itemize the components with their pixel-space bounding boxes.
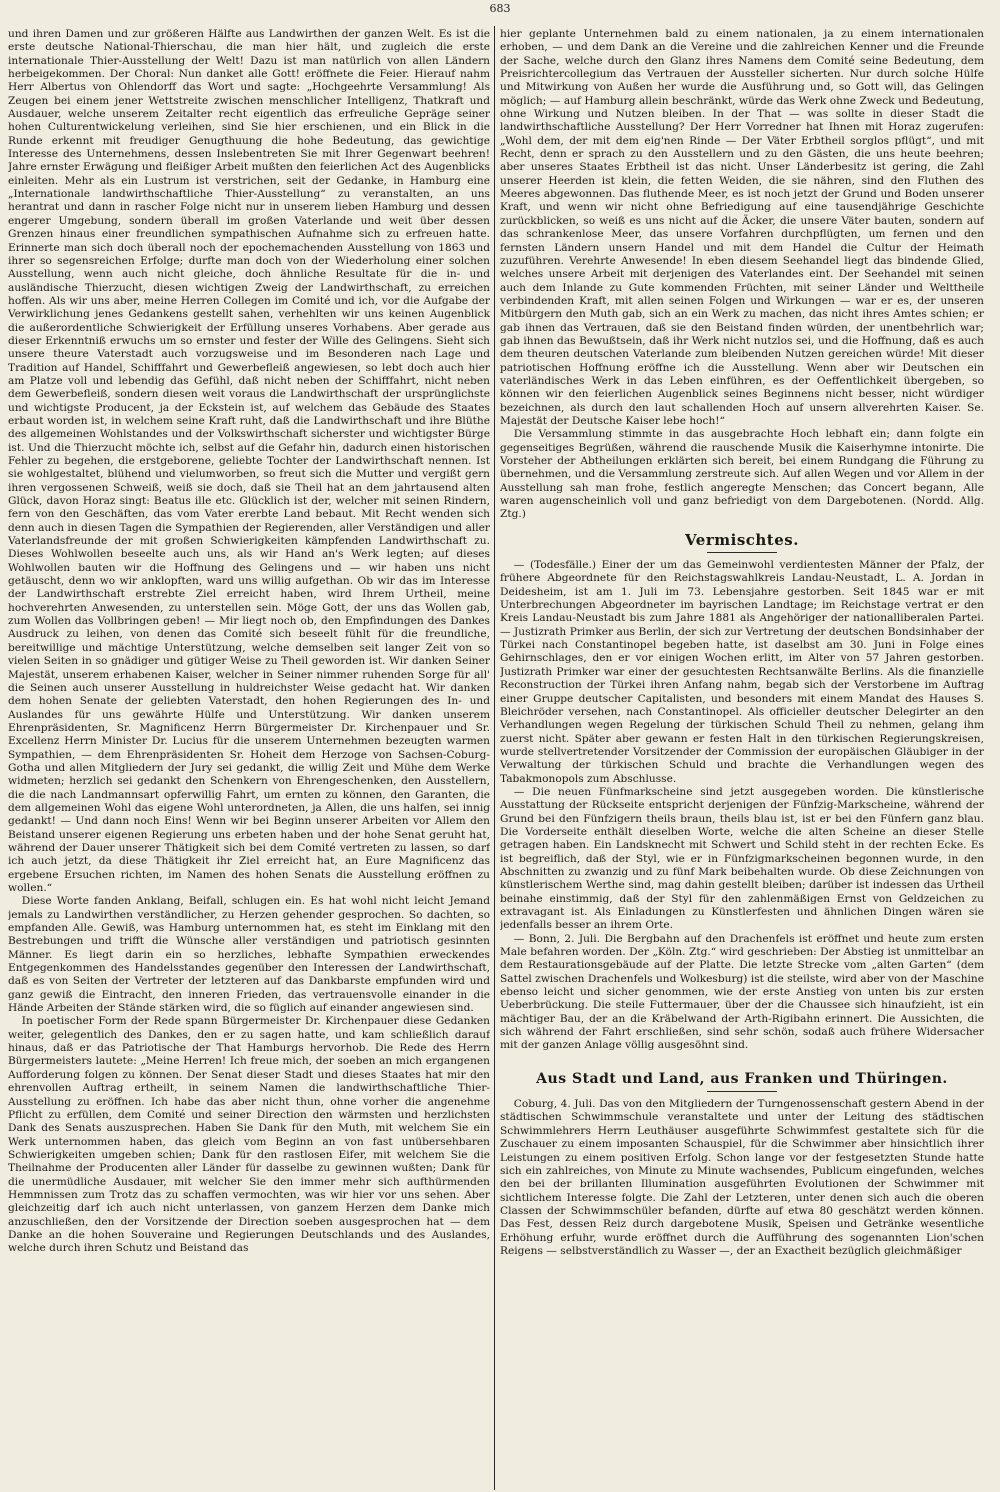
section-heading-vermischtes: Vermischtes. xyxy=(500,534,984,553)
right-column xyxy=(500,28,984,1490)
page-number: 683 xyxy=(489,2,511,15)
news-item: — Bonn, 2. Juli. Die Bergbahn auf den Drachenfels ist eröffnet und heute zum ersten Male befahren worden. Der „Köln. Ztg.“ wird geschrieben: Der Abstieg ist unmittelbar an dem Restaurationsgebäude auf der Platte. Die letzte Strecke vom „alten Garten“ (dem Sattel zwischen Drachenfels und Wolkesburg) ist die steilste, wird aber von der Maschine ebenso leicht und sicher genommen, wie der erste Anstieg von unten bis zur ersten Ueberbrückung. Die steile Futtermauer, über der die Chaussee sich hinaufzieht, ist ein mächtiger Bau, der an die Kräbelwand der Arth-Rigibahn erinnert. Die Aussichten, die sich während der Fahrt erschließen, sind sehr schön, sodaß auch frühere Widersacher mit der ganzen Anlage völlig ausgesöhnt sind. xyxy=(500,932,984,1052)
column-divider xyxy=(494,26,495,1490)
article-paragraph: In poetischer Form der Rede spann Bürgermeister Dr. Kirchenpauer diese Gedanken weiter, gelegentlich des Dankes, den er zu sagen hatte, und kam schließlich darauf hinaus, daß er das Patriotische der That Hamburgs hervorhob. Die Rede des Herrn Bürgermeisters lautete: „Meine Herren! Ich freue mich, der soeben an mich ergangenen Aufforderung folgen zu können. Der Senat dieser Stadt und dieses Staates hat mir den ehrenvollen Auftrag ertheilt, in seinem Namen die landwirthschaftliche Thier-Ausstellung zu eröffnen. Ich habe das aber nicht thun, ohne vorher die angenehme Pflicht zu erfüllen, dem Comité und seiner Direction den wärmsten und herzlichsten Dank des Senats auszusprechen. Haben Sie Dank für den Muth, mit welchem Sie ein Werk unternommen haben, das gleich vom Beginn an von fast unübersehbaren Schwierigkeiten umgeben schien; Dank für den rastlosen Eifer, mit welchem Sie die Theilnahme der Producenten aller Länder für dasselbe zu gewinnen wußten; Dank für die unermüdliche Ausdauer, mit welcher Sie den immer mehr sich aufthürmenden Hemmnissen zum Trotz das zu schaffen vermochten, was wir hier vor uns sehen. Aber gleichzeitig darf ich auch nicht unterlassen, von ganzem Herzen dem Danke mich anzuschließen, den der Vorsitzende der Direction soeben ausgesprochen hat — dem Danke an die hohen Souveraine und Regierungen Deutschlands und des Auslandes, welche durch ihren Schutz und Beistand das xyxy=(8,1015,490,1255)
article-paragraph: hier geplante Unternehmen bald zu einem nationalen, ja zu einem internationalen erhoben, — und dem Dank an die Vereine und die zahlreichen Kenner und die Freunde der Sache, welche durch den Glanz ihres Namens dem Comité seine Bedeutung, dem Preisrichtercollegium das Vertrauen der Aussteller sicherten. Nur durch solche Hülfe und Mitwirkung von Außen her wurde die Ausführung und, so Gott will, das Gelingen möglich; — auf Hamburg allein beschränkt, würde das Werk ohne Zweck und Bedeutung, ohne Wirkung und Nutzen bleiben. In der That — was sollte in dieser Stadt die landwirthschaftliche Ausstellung? Der Herr Vorredner hat Ihnen mit Horaz zugerufen: „Wohl dem, der mit dem eig'nen Rinde — Der Väter Erbtheil sorglos pflügt“, und mit Recht, denn er sprach zu den Ausstellern und zu den Gästen, die uns heute beehren; aber unseres Staates Erbtheil ist das nicht. Unser Länderbesitz ist gering, die Zahl unserer Heerden ist klein, die fetten Weiden, die sie nähren, sind den Fluthen des Meeres abgewonnen. Das fluthende Meer, es ist noch jetzt der Grund und Boden unserer Kraft, und wenn wir nicht ohne Befriedigung auf eine tausendjährige Geschichte zurückblicken, so weiß es uns nicht auf die Äcker, die unsere Väter bauten, sondern auf das schrankenlose Meer, das unsere Vorfahren durchpflügten, um fernen und den fernsten Ländern unsern Handel und mit dem Handel die Cultur der Heimath zuzuführen. Verehrte Anwesende! In eben diesem Seehandel liegt das bindende Glied, welches unsere Arbeit mit derjenigen des Vaterlandes eint. Der Seehandel mit seinen auch dem Inlande zu Gute kommenden Früchten, mit seiner Länder und Welttheile verbindenden Kraft, mit allen seinen Folgen und Wirkungen — war er es, der unseren Mitbürgern den Muth gab, sich an ein Werk zu machen, das nicht ihres Amtes schien; er gab ihnen das Vertrauen, daß sie den Beistand finden würden, der unentbehrlich war; gab ihnen das Bewußtsein, daß ihr Werk nicht nutzlos sei, und die Hoffnung, daß es auch dem theuren deutschen Vaterlande zum bleibenden Nutzen gereichen würde! Mit dieser patriotischen Hoffnung eröffne ich die Ausstellung. Wenn aber wir Deutschen ein vaterländisches Werk in das Leben einführen, es der Oeffentlichkeit übergeben, so können wir den feierlichen Augenblick seines Beginnens nicht besser, nicht würdiger bezeichnen, als durch den laut schallenden Hoch auf unsern allverehrten Kaiser. Se. Majestät der Deutsche Kaiser lebe hoch!“ xyxy=(500,28,984,427)
news-item: — Die neuen Fünfmarkscheine sind jetzt ausgegeben worden. Die künstlerische Ausstattung der Rückseite entspricht derjenigen der Fünfzig-Markscheine, während der Grund bei den Fünfzigern theils braun, theils blau ist, ist er bei den Fünfern ganz blau. Die Vorderseite enthält dieselben Worte, welche die alten Scheine an dieser Stelle getragen haben. Ein Landsknecht mit Schwert und Schild steht in der rechten Ecke. Es ist begreiflich, daß der Styl, wie er in Fünfzigmarkscheinen begonnen wurde, in den Abschnitten zu zwanzig und zu fünf Mark beibehalten wurde. Ob diese Zeichnungen von künstlerischem Werthe sind, mag dahin gestellt bleiben; darüber ist indessen das Urtheil beinahe einstimmig, daß der Styl für den zahlenmäßigen Ernst von Geldzeichen zu extravagant ist. Als Einladungen zu Künstlerfesten und ähnlichen Dingen wären sie jedenfalls besser an ihrem Orte. xyxy=(500,785,984,932)
left-column xyxy=(8,28,490,1490)
news-item: Coburg, 4. Juli. Das von den Mitgliedern der Turngenossenschaft gestern Abend in der städtischen Schwimmschule veranstaltete und unter der Leitung des städtischen Schwimmlehrers Herrn Leuthäuser ausgeführte Schwimmfest gestaltete sich für die Zuschauer zu einem imposanten Schauspiel, für die Schwimmer aber hinsichtlich ihrer Leistungen zu einem positiven Erfolg. Schon lange vor der festgesetzten Stunde hatte sich ein zahlreiches, von Minute zu Minute wachsendes, Publicum eingefunden, welches den bei der brillanten Illumination ausgeführten Evolutionen der Schwimmer mit sichtlichem Interesse folgte. Die Zahl der Letzteren, unter denen sich auch die oberen Classen der Schwimmschüler befanden, dürfte auf etwa 80 geschätzt werden können. Das Fest, dessen Reiz durch dargebotene Musik, Speisen und Getränke wesentliche Erhöhung erfuhr, wurde eröffnet durch die Aufführung des sogenannten Lion'schen Reigens — selbstverständlich zu Wasser —, der an Exactheit bezüglich gleichmäßiger xyxy=(500,1098,984,1257)
article-paragraph: Die Versammlung stimmte in das ausgebrachte Hoch lebhaft ein; dann folgte ein gegenseitiges Begrüßen, während die rauschende Musik die Kaiserhymne intonirte. Die Vorsteher der Abtheilungen erklärten sich bereit, bei einem Rundgang die Führung zu übernehmen, und die Versammlung zerstreute sich. Auf allen Wegen und vor Allem in der Ausstellung sah man frohe, festlich angeregte Menschen; das Concert begann, Alle waren augenscheinlich voll und ganz befriedigt von dem Dargebotenen. (Nordd. Allg. Ztg.) xyxy=(500,428,984,521)
news-item: — (Todesfälle.) Einer der um das Gemeinwohl verdientesten Männer der Pfalz, der frühere Abgeordnete für den Reichstagswahlkreis Landau-Neustadt, L. A. Jordan in Deidesheim, ist am 1. Juli im 73. Lebensjahre gestorben. Seit 1845 war er mit Unterbrechungen Abgeordneter im bayrischen Landtage; im Reichstage vertrat er den Kreis Landau-Neustadt bis zum Jahre 1881 als Angehöriger der nationalliberalen Partei. — Justizrath Primker aus Berlin, der sich zur Vertretung der deutschen Bondsinhaber der Türkei nach Constantinopel begeben hatte, ist daselbst am 30. Juni in Folge eines Gehirnschlages, den er vor einigen Wochen erlitt, im Alter von 57 Jahren gestorben. Justizrath Primker war einer der gesuchtesten Rechtsanwälte Berlins. Als die finanzielle Reconstruction der Türkei ihren Anfang nahm, begab sich der Verstorbene im Auftrag einer Gruppe deutscher Capitalisten, und besonders mit einem Mandat des Hauses S. Bleichröder versehen, nach Constantinopel. Als officieller deutscher Delegirter an den Verhandlungen wegen Regelung der türkischen Schuld Theil zu nehmen, gelang ihm zuerst nicht. Später aber gewann er festen Halt in den türkischen Regierungskreisen, wurde stellvertretender Vorsitzender der Commission der europäischen Gläubiger in der Verwaltung der türkischen Schuld und brachte die Verhandlungen wegen des Tabakmonopols zum Abschlusse. xyxy=(500,559,984,785)
article-paragraph: Diese Worte fanden Anklang, Beifall, schlugen ein. Es hat wohl nicht leicht Jemand jemals zu Landwirthen verständlicher, zu Herzen gehender gesprochen. So dachten, so empfanden Alle. Gewiß, was Hamburg unternommen hat, es steht im Einklang mit den Bestrebungen und trifft die Wünsche aller verständigen und patriotisch gesinnten Männer. Es liegt darin ein so herzliches, lebhafte Sympathien erweckendes Entgegenkommen des Handelsstandes gegenüber den Interessen der Landwirthschaft, daß es von Seiten der Vertreter der letzteren auf das Dankbarste empfunden wird und ganz gewiß die Eintracht, den inneren Frieden, das vertrauensvolle einander in die Hände Arbeiten der Stände stärken wird, die so füglich auf einander angewiesen sind. xyxy=(8,895,490,1015)
article-paragraph: und ihren Damen und zur größeren Hälfte aus Landwirthen der ganzen Welt. Es ist die erste deutsche National-Thierschau, die man hier hält, und zugleich die erste internationale Thier-Ausstellung der Welt! Dazu ist man natürlich von allen Ländern herbeigekommen. Der Choral: Nun danket alle Gott! eröffnete die Feier. Hierauf nahm Herr Albertus von Ohlendorff das Wort und sagte: „Hochgeehrte Versammlung! Als Zeugen bei einem jener Wettstreite zwischen menschlicher Intelligenz, Thatkraft und Ausdauer, welche unserem Zeitalter recht eigentlich das erfreuliche Gepräge seiner hohen Culturentwickelung verleihen, sind Sie hier erschienen, und ein Blick in die Runde erkennt mit freudiger Genugthuung die hohe Bedeutung, das gewichtige Interesse des Unternehmens, dessen Inslebentreten Sie mit Ihrer Gegenwart beehren! Jahre ernster Erwägung und fleißiger Arbeit mußten den feierlichen Act des Augenblicks einleiten. Mehr als ein Lustrum ist verstrichen, seit der Gedanke, in Hamburg eine „Internationale landwirthschaftliche Thier-Ausstellung“ zu veranstalten, an uns herantrat und dann in rascher Folge nicht nur in unserem lieben Hamburg und dessen engerer Umgebung, sondern überall im großen Vaterlande und weit über dessen Grenzen hinaus einer freundlichen sympathischen Aufnahme sich zu erfreuen hatte. Erinnerte man sich doch überall noch der epochemachenden Ausstellung von 1863 und ihrer so segensreichen Erfolge; durfte man doch von der Wiederholung einer solchen Ausstellung, wenn auch nicht gleiche, doch ähnliche Resultate für die in- und ausländische Thierzucht, diesen wichtigen Zweig der Landwirthschaft, zu erreichen hoffen. Als wir uns aber, meine Herren Collegen im Comité und ich, vor die Aufgabe der Verwirklichung jenes Gedankens gestellt sahen, verhehlten wir uns keinen Augenblick die außerordentliche Schwierigkeit der Erfüllung unseres Vorhabens. Aber gerade aus dieser Erkenntniß erwuchs um so ernster und fester der Wille des Gelingens. Sieht sich unsere theure Vaterstadt auch vorzugsweise und im Besonderen nach Lage und Tradition auf Handel, Schifffahrt und Gewerbefleiß angewiesen, so lebt doch auch hier am Platze voll und lebendig das Gefühl, daß nicht neben der Schifffahrt, nicht neben dem Gewerbefleiß, sondern diesen weit voraus die Landwirthschaft der ursprünglichste und wichtigste Producent, ja der Eckstein ist, auf welchem das Gebäude des Staates erbaut worden ist, in welchem seine Kraft ruht, daß die Landwirthschaft und ihre Blüthe des allgemeinen Wohlstandes und der Volkswirthschaft sicherster und wichtigster Bürge ist. Und die Thierzucht möchte ich, selbst auf die Gefahr hin, dadurch einen historischen Fehler zu begehen, die erstgeborene, geliebte Tochter der Landwirthschaft nennen. Ist sie wohlgestaltet, blühend und vielumworben, so freut sich die Mutter und vergißt gern ihren vergossenen Schweiß, weiß sie doch, daß sie Theil hat an dem jahrtausend alten Glück, davon Horaz singt: Beatus ille etc. Glücklich ist der, welcher mit seinen Rindern, fern von den Geschäften, das vom Vater ererbte Land bebaut. Mit Recht wenden sich denn auch in diesen Tagen die Sympathien der Regierenden, aller Verständigen und aller Vaterlandsfreunde der mit großen Schwierigkeiten kämpfenden Landwirthschaft zu. Dieses Wohlwollen beseelte auch uns, als wir Hand an's Werk legten; auf dieses Wohlwollen bauten wir die Hoffnung des Gelingens und — wir haben uns nicht getäuscht, denn wo wir anklopften, ward uns willig aufgethan. Ob wir das im Interesse der Landwirthschaft erstrebte Ziel erreicht haben, wird Ihrem Urtheil, meine hochverehrten Anwesenden, zu unterstellen sein. Möge Gott, der uns das Wollen gab, zum Wollen das Vollbringen geben! — Mir liegt noch ob, den Empfindungen des Dankes Ausdruck zu leihen, von denen das Comité sich beseelt fühlt für die freundliche, bereitwillige und mächtige Unterstützung, welche demselben seit langer Zeit von so vielen Seiten in so gnädiger und gütiger Weise zu Theil geworden ist. Wir danken Seiner Majestät, unserem erhabenen Kaiser, welcher in Seiner nimmer ruhenden Sorge für all' die Seinen auch unserer Ausstellung in huldreichster Weise gedacht hat. Wir danken dem hohen Senate der geliebten Vaterstadt, den hohen Regierungen des In- und Auslandes für uns gewährte Hülfe und Unterstützung. Wir danken unserem Ehrenpräsidenten, Sr. Magnificenz Herrn Bürgermeister Dr. Kirchenpauer und Sr. Excellenz Herrn Minister Dr. Lucius für die unserem Unternehmen bezeugten warmen Sympathien, — dem Ehrenpräsidenten Sr. Hoheit dem Herzoge von Sachsen-Coburg-Gotha und allen Mitgliedern der Jury sei gedankt, die willig Zeit und Mühe dem Werke widmeten; herzlich sei gedankt den Schenkern von Ehrengeschenken, den Ausstellern, die die nach Landmannsart opferwillig Fahrt, um ernten zu können, den Garanten, die dem allgemeinen Wohl das eigene Wohl unterordneten, ja Allen, die uns halfen, sei innig gedankt! — Und dann noch Eins! Wenn wir bei Beginn unserer Arbeiten vor Allem den Beistand unserer eigenen Regierung uns erbeten haben und der hohe Senat geruht hat, während der Dauer unserer Thätigkeit sich bei dem Comité vertreten zu lassen, so darf ich auch jetzt, da diese Thätigkeit ihr Ziel erreicht hat, an Eure Magnificenz das ergebene Ersuchen richten, im Namen des hohen Senats die Ausstellung eröffnen zu wollen.“ xyxy=(8,28,490,894)
section-heading-stadt-land: Aus Stadt und Land, aus Franken und Thüringen. xyxy=(500,1073,984,1092)
